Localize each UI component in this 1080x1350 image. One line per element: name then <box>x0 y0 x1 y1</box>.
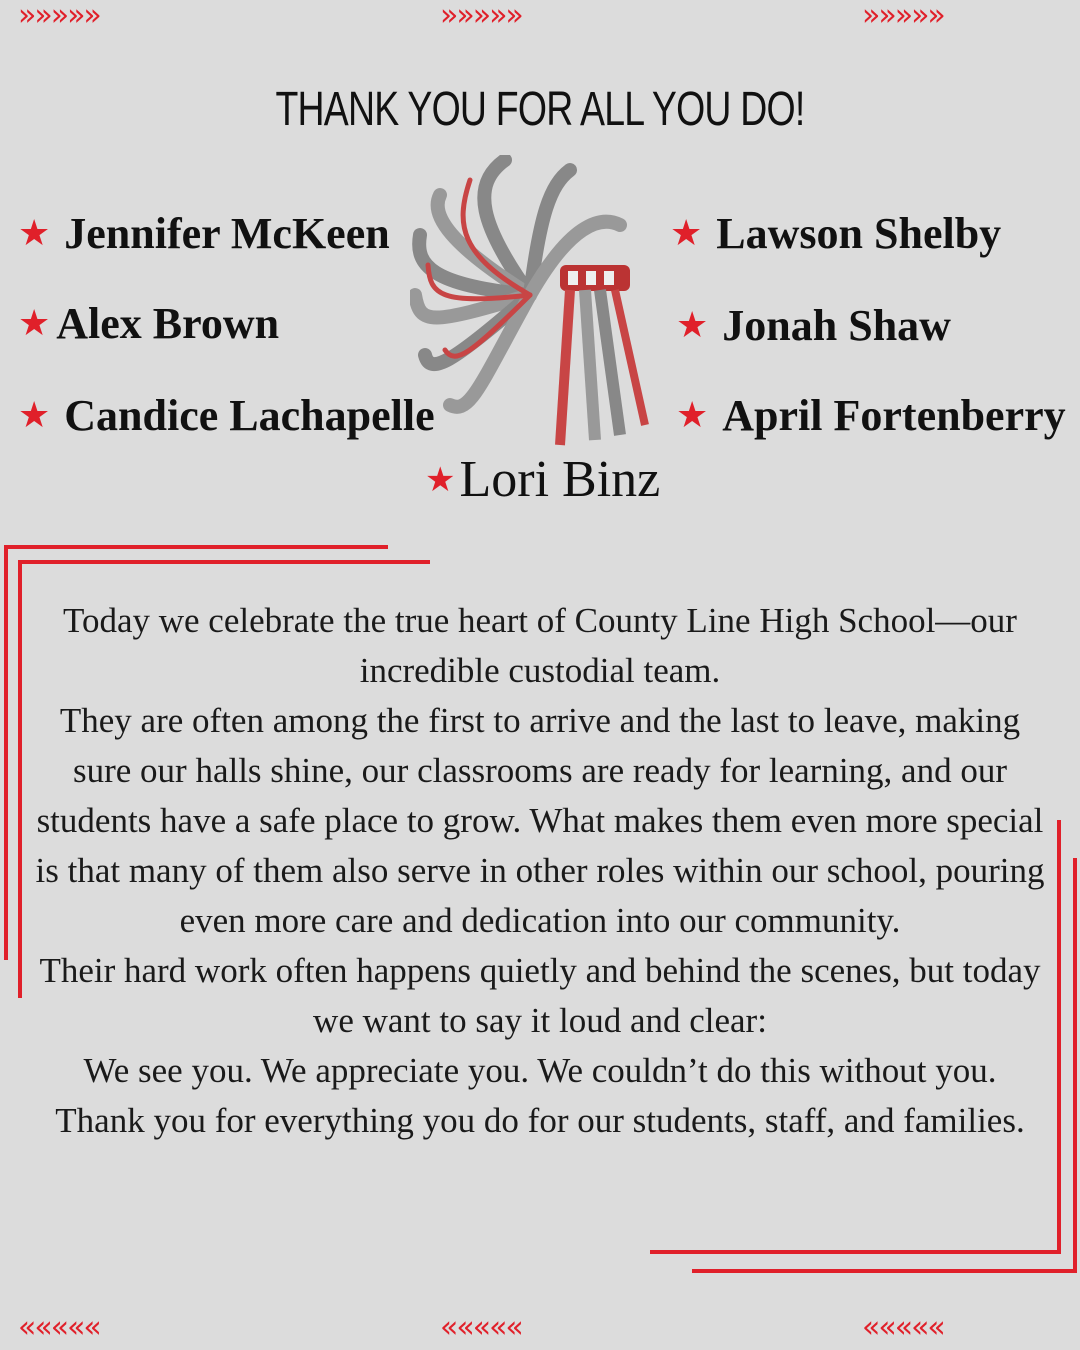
star-icon: ★ <box>18 303 51 344</box>
bottom-chevrons-left: ««««« <box>18 1310 100 1345</box>
honoree-name-center: ★ Lori Binz <box>425 451 661 508</box>
top-chevrons-center: »»»»» <box>440 0 522 33</box>
message-paragraph: Today we celebrate the true heart of County Line High School—our incredible custodial team. <box>63 601 1017 690</box>
frame-line <box>18 560 430 564</box>
star-icon: ★ <box>676 395 709 436</box>
star-icon: ★ <box>676 305 709 346</box>
frame-line <box>692 1269 1077 1273</box>
honoree-name: ★ Alex Brown <box>18 299 280 348</box>
page-title: THANK YOU FOR ALL YOU DO! <box>275 83 805 136</box>
appreciation-message <box>28 596 1052 1146</box>
star-icon: ★ <box>425 459 456 500</box>
honoree-name: ★ Jonah Shaw <box>676 301 951 350</box>
frame-line <box>1057 820 1061 1252</box>
top-chevrons-right: »»»»» <box>862 0 944 33</box>
headdress-mascot-icon <box>410 155 650 450</box>
honoree-name: ★ Candice Lachapelle <box>18 391 435 440</box>
honoree-name: ★ Jennifer McKeen <box>18 209 390 258</box>
star-icon: ★ <box>670 213 703 254</box>
message-paragraph: Their hard work often happens quietly and behind the scenes, but today we want to say it loud and clear: <box>39 951 1041 1040</box>
star-icon: ★ <box>18 213 51 254</box>
frame-line <box>4 545 388 549</box>
frame-line <box>18 560 22 998</box>
message-paragraph: They are often among the first to arrive and the last to leave, making sure our halls shine, our classrooms are ready for learning, and our students have a safe place to grow. What makes them even more special is that many of them also serve in other roles within our school, pouring even more care and dedication into our community. <box>35 701 1045 940</box>
bottom-chevrons-center: ««««« <box>440 1310 522 1345</box>
message-paragraph: We see you. We appreciate you. We couldn’t do this without you. <box>83 1051 997 1090</box>
frame-line <box>4 545 8 960</box>
bottom-chevrons-right: ««««« <box>862 1310 944 1345</box>
message-paragraph: Thank you for everything you do for our students, staff, and families. <box>55 1101 1025 1140</box>
honoree-name: ★ April Fortenberry <box>676 391 1066 440</box>
honoree-name: ★ Lawson Shelby <box>670 209 1002 258</box>
star-icon: ★ <box>18 395 51 436</box>
top-chevrons-left: »»»»» <box>18 0 100 33</box>
frame-line <box>1073 858 1077 1273</box>
frame-line <box>650 1250 1061 1254</box>
